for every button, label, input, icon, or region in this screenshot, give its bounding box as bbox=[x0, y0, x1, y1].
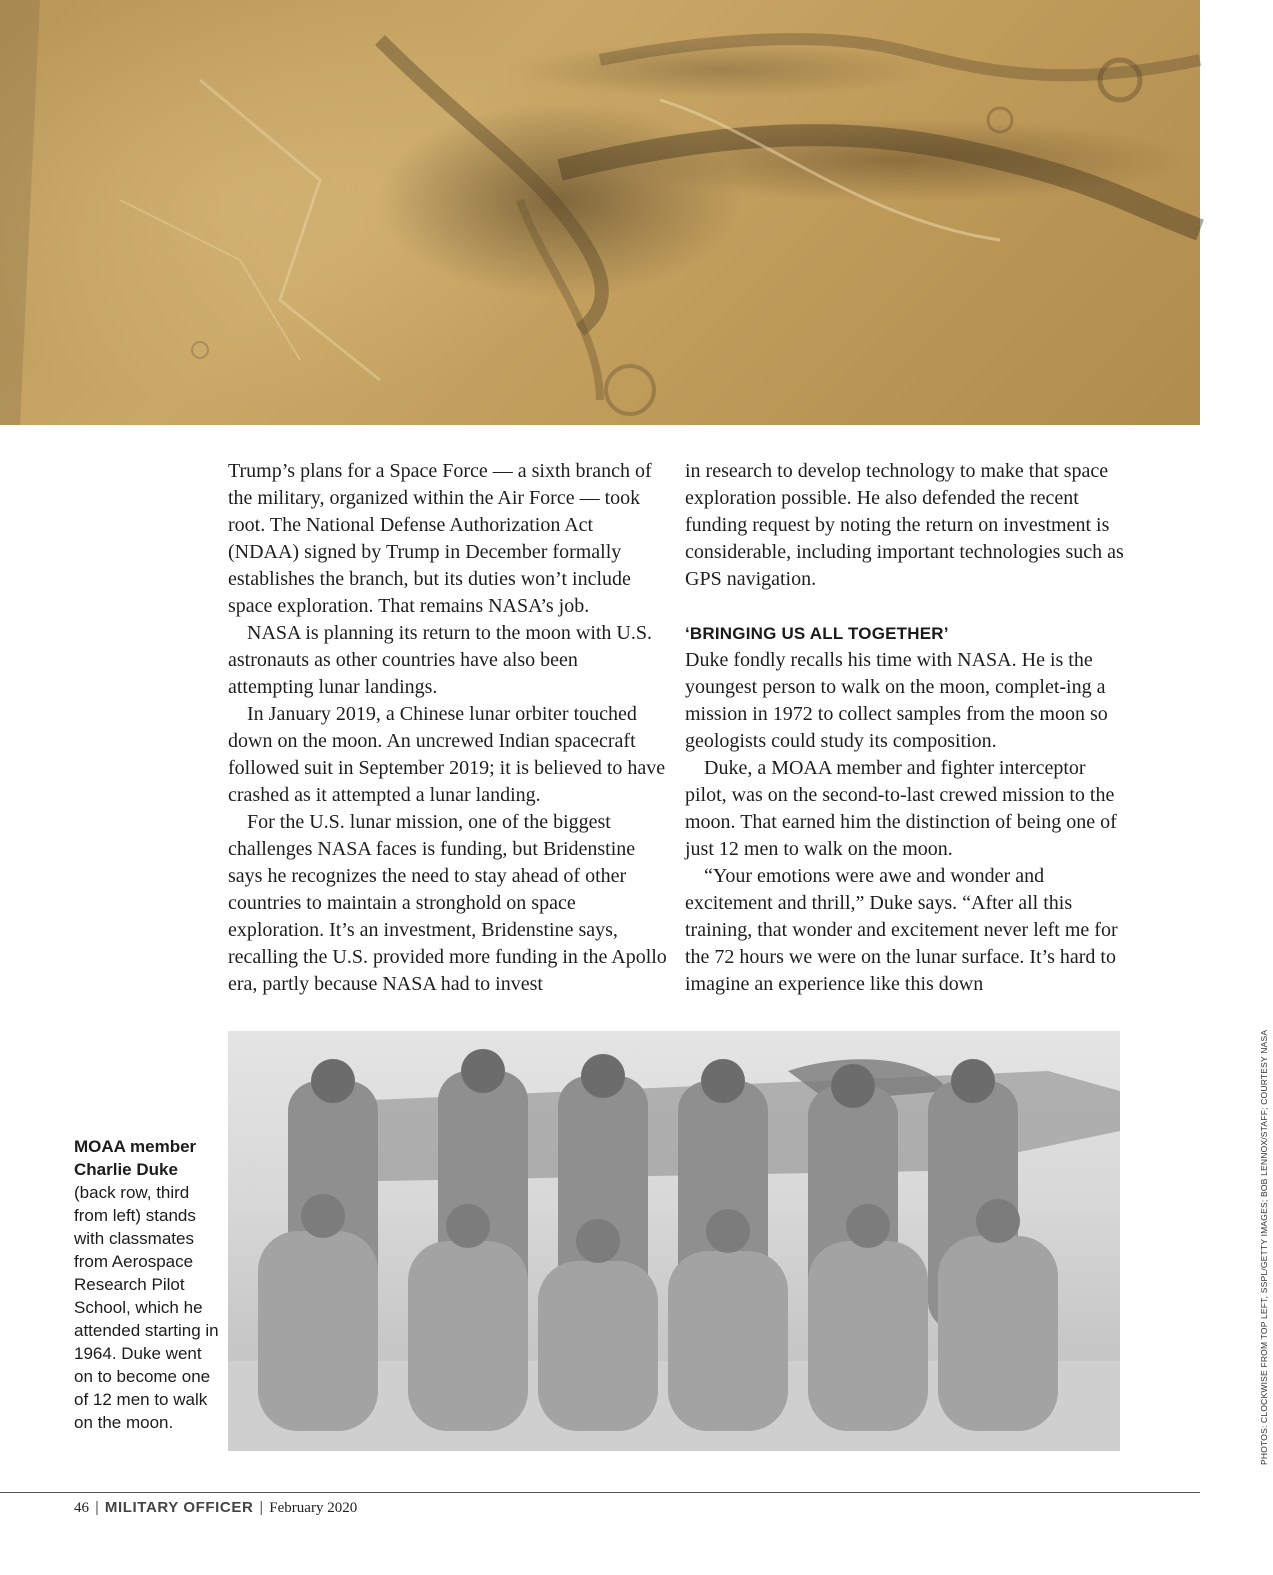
page-number: 46 bbox=[74, 1500, 89, 1516]
paragraph: Duke fondly recalls his time with NASA. He is the youngest person to walk on the moon, complet-ing a mission in 1972 to collect samples from the moon so geologists could study its composition. bbox=[685, 649, 1108, 752]
paragraph: in research to develop technology to make that space exploration possible. He also defended the recent funding request by noting the return on investment is considerable, including important technologies such as GPS navigation. bbox=[685, 460, 1124, 590]
paragraph: Duke, a MOAA member and fighter interceptor pilot, was on the second-to-last crewed mission to the moon. That earned him the distinction of being one of just 12 men to walk on the moon. bbox=[685, 757, 1117, 860]
page-footer bbox=[74, 1496, 357, 1518]
magazine-name: MILITARY OFFICER bbox=[104, 1499, 254, 1516]
paragraph: For the U.S. lunar mission, one of the biggest challenges NASA faces is funding, but Bridenstine says he recognizes the need to stay ahead of other countries to maintain a stronghold on space exploration. It’s an investment, Bridenstine says, recalling the U.S. provided more funding in the Apollo era, partly because NASA had to invest bbox=[228, 811, 667, 995]
footer-separator: | bbox=[95, 1499, 99, 1516]
hero-mars-image bbox=[0, 0, 1200, 425]
paragraph: “Your emotions were awe and wonder and excitement and thrill,” Duke says. “After all this training, that wonder and excitement never left me for the 72 hours we were on the lunar surface. It’s hard to imagine an experience like this down bbox=[685, 865, 1118, 995]
paragraph: In January 2019, a Chinese lunar orbiter touched down on the moon. An uncrewed Indian spacecraft followed suit in September 2019; it is believed to have crashed as it attempted a lunar landing. bbox=[228, 703, 666, 806]
pilots-photo-illustration bbox=[228, 1031, 1120, 1451]
footer-rule bbox=[0, 1492, 1200, 1493]
caption-bold: MOAA member Charlie Duke bbox=[74, 1137, 197, 1179]
footer-separator: | bbox=[259, 1499, 264, 1516]
mars-canyon-illustration bbox=[0, 0, 1200, 425]
article-right-column bbox=[685, 458, 1130, 998]
issue-date: February 2020 bbox=[269, 1500, 358, 1516]
photo-caption bbox=[74, 1135, 224, 1434]
photo-credit: PHOTOS: CLOCKWISE FROM TOP LEFT, SSPL/GETTY IMAGES; BOB LENNOX/STAFF; COURTESY NASA bbox=[1259, 1029, 1269, 1465]
paragraph: Trump’s plans for a Space Force — a sixth branch of the military, organized within the Air Force — took root. The National Defense Authorization Act (NDAA) signed by Trump in December formally establishes the branch, but its duties won’t include space exploration. That remains NASA’s job. bbox=[228, 460, 652, 617]
article-left-column bbox=[228, 458, 668, 998]
paragraph: NASA is planning its return to the moon with U.S. astronauts as other countries have also been attempting lunar landings. bbox=[228, 622, 652, 698]
caption-text: (back row, third from left) stands with classmates from Aerospace Research Pilot School, which he attended starting in 1964. Duke went on to become one of 12 men to walk on the moon. bbox=[74, 1183, 219, 1432]
section-subhead: ‘BRINGING US ALL TOGETHER’ bbox=[685, 624, 949, 643]
class-photo bbox=[228, 1031, 1120, 1451]
